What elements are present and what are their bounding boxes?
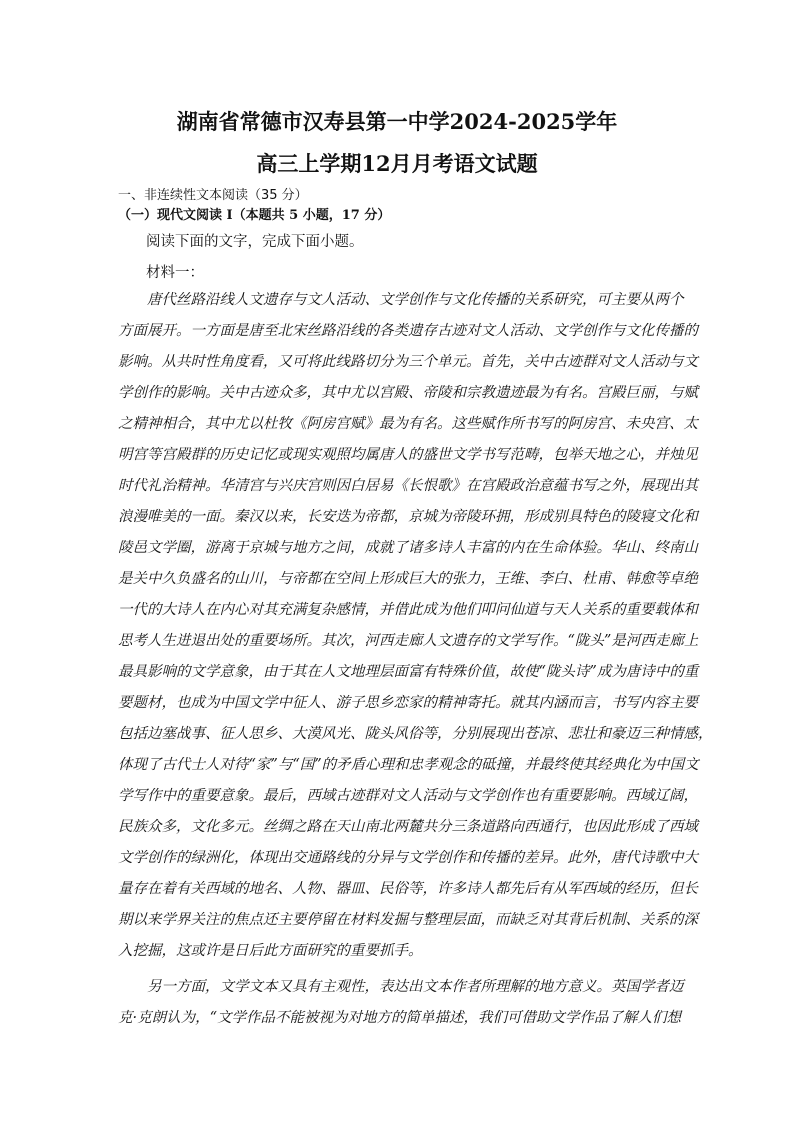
text-line: 影响。从共时性角度看，又可将此线路切分为三个单元。首先，关中古迹群对文人活动与文 [118, 354, 698, 370]
text-line: 另一方面，文学文本又具有主观性，表达出文本作者所理解的地方意义。英国学者迈 [118, 979, 684, 995]
text-line: 文学创作的绿洲化，体现出交通路线的分异与文学创作和传播的差异。此外，唐代诗歌中大 [118, 850, 698, 866]
text-line: 学创作的影响。关中古迹众多，其中尤以宫殿、帝陵和宗教遗迹最为有名。宫殿巨丽，与赋 [118, 385, 698, 401]
reading-instructions: 阅读下面的文字，完成下面小题。 [146, 234, 364, 250]
material-label: 材料一： [146, 265, 204, 281]
text-line: 明宫等宫殿群的历史记忆或现实观照均属唐人的盛世文学书写范畴，包举天地之心，并烛见 [118, 447, 698, 463]
text-line: 包括边塞战事、征人思乡、大漠风光、陇头风俗等，分别展现出苍凉、悲壮和豪迈三种情感， [118, 726, 713, 742]
text-line: 浪漫唯美的一面。秦汉以来，长安迭为帝都，京城为帝陵环拥，形成别具特色的陵寝文化和 [118, 509, 698, 525]
text-line: 入挖掘，这或许是日后此方面研究的重要抓手。 [118, 943, 423, 959]
text-line: 学写作中的重要意象。最后，西域古迹群对文人活动与文学创作也有重要影响。西域辽阔， [118, 788, 698, 804]
text-line: 最具影响的文学意象，由于其在人文地理层面富有特殊价值，故使“陇头诗”成为唐诗中的重 [118, 664, 699, 680]
text-line: 之精神相合，其中尤以杜牧《阿房宫赋》最为有名。这些赋作所书写的阿房宫、未央宫、太 [118, 416, 698, 432]
section-heading: 一、非连续性文本阅读（35 分） [118, 188, 308, 203]
text-line: 一代的大诗人在内心对其充满复杂感情，并借此成为他们叩问仙道与天人关系的重要载体和 [118, 602, 698, 618]
text-line: 民族众多，文化多元。丝绸之路在天山南北两麓共分三条道路向西通行，也因此形成了西域 [118, 819, 698, 835]
text-line: 要题材，也成为中国文学中征人、游子思乡恋家的精神寄托。就其内涵而言，书写内容主要 [118, 695, 698, 711]
text-line: 量存在着有关西域的地名、人物、器皿、民俗等，许多诗人都先后有从军西域的经历，但长 [118, 881, 698, 897]
text-line: 是关中久负盛名的山川，与帝都在空间上形成巨大的张力，王维、李白、杜甫、韩愈等卓绝 [118, 571, 698, 587]
text-line: 体现了古代士人对待“家”与“国”的矛盾心理和忠孝观念的砥撞，并最终使其经典化为中国文 [118, 757, 699, 773]
text-line: 期以来学界关注的焦点还主要停留在材料发掘与整理层面，而缺乏对其背后机制、关系的深 [118, 912, 698, 928]
document-title-line-1: 湖南省常德市汉寿县第一中学2024-2025学年 [176, 109, 618, 134]
text-line: 陵邑文学圈，游离于京城与地方之间，成就了诸多诗人丰富的内在生命体验。华山、终南山 [118, 540, 698, 556]
text-line: 方面展开。一方面是唐至北宋丝路沿线的各类遗存古迹对文人活动、文学创作与文化传播的 [118, 323, 698, 339]
document-title-line-2: 高三上学期12月月考语文试题 [256, 151, 538, 176]
text-line: 唐代丝路沿线人文遗存与文人活动、文学创作与文化传播的关系研究，可主要从两个 [118, 292, 684, 308]
section-subheading: （一）现代文阅读 I（本题共 5 小题，17 分） [118, 208, 391, 223]
text-line: 时代礼治精神。华清宫与兴庆宫则因白居易《长恨歌》在宫殿政治意蕴书写之外，展现出其 [118, 478, 698, 494]
text-line: 克·克朗认为，“文学作品不能被视为对地方的简单描述，我们可借助文学作品了解人们想 [118, 1010, 682, 1026]
text-line: 思考人生进退出处的重要场所。其次，河西走廊人文遗存的文学写作。“陇头”是河西走廊上 [118, 633, 699, 649]
